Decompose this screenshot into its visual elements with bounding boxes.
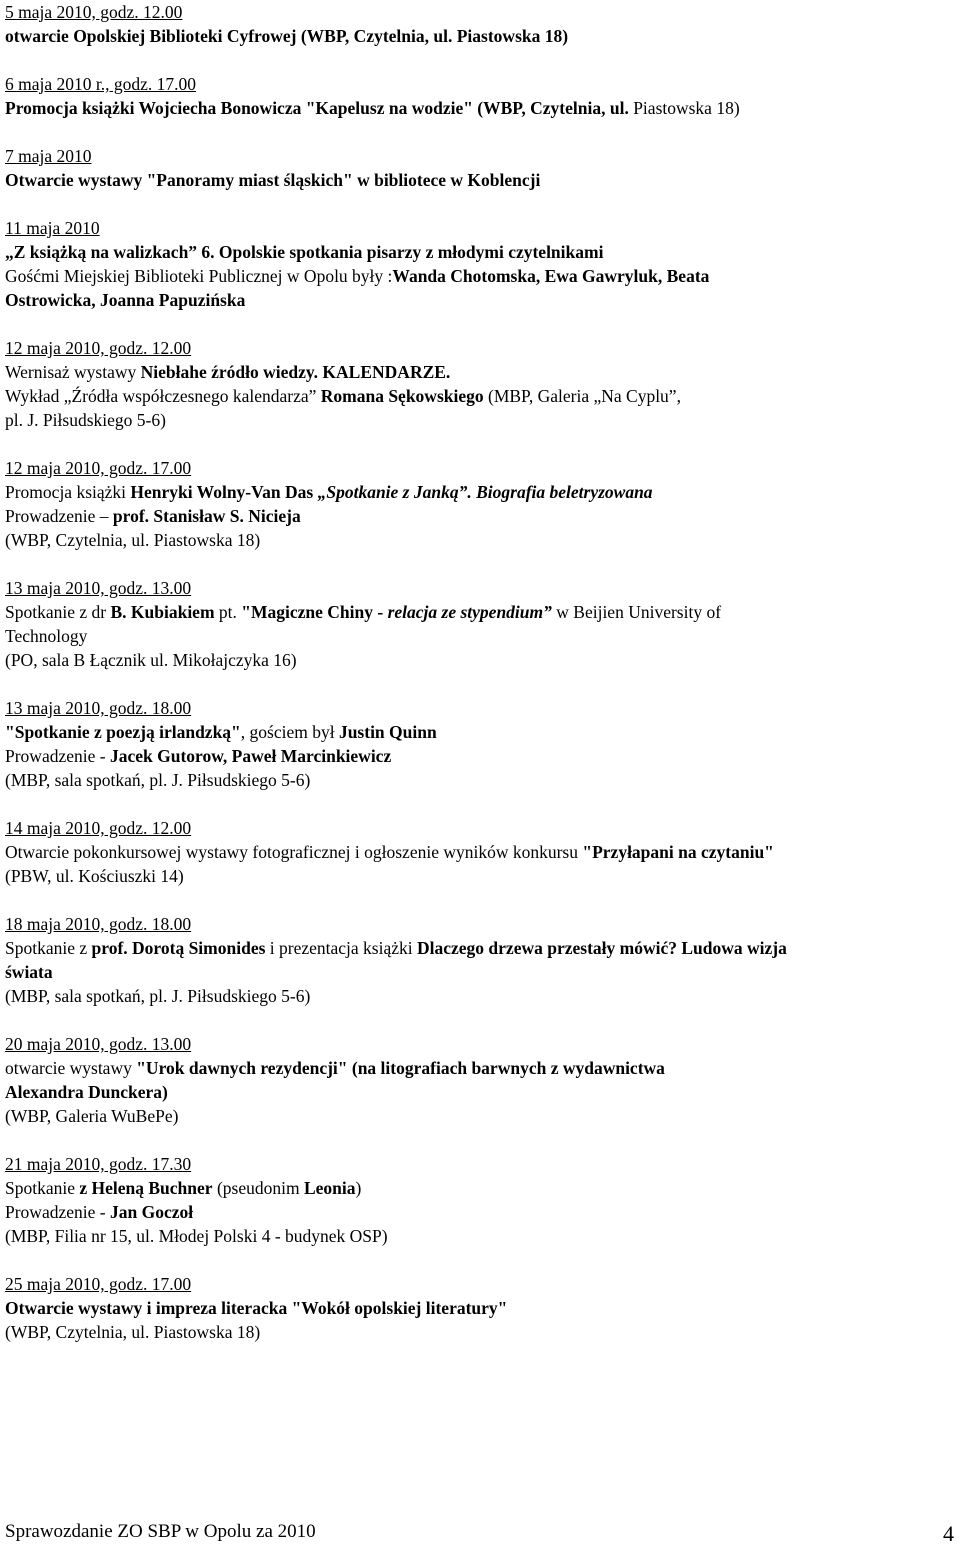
text-run: Prowadzenie - bbox=[5, 746, 110, 766]
text-run: Ostrowicka, Joanna Papuzińska bbox=[5, 290, 246, 310]
text-run: otwarcie Opolskiej Biblioteki Cyfrowej (WBP, Czytelnia, ul. Piastowska 18) bbox=[5, 26, 569, 46]
text-run: Promocja książki Wojciecha Bonowicza "Kapelusz na wodzie" (WBP, Czytelnia, ul. bbox=[5, 98, 634, 118]
event-date: 5 maja 2010, godz. 12.00 bbox=[5, 2, 183, 22]
text-run: (WBP, Galeria WuBePe) bbox=[5, 1106, 179, 1126]
event-description-line bbox=[5, 168, 957, 192]
text-run: ) bbox=[355, 1178, 362, 1198]
event-entry bbox=[5, 576, 957, 672]
event-date: 12 maja 2010, godz. 17.00 bbox=[5, 458, 192, 478]
event-date: 20 maja 2010, godz. 13.00 bbox=[5, 1034, 192, 1054]
text-run: (PO, sala B Łącznik ul. Mikołajczyka 16) bbox=[5, 650, 297, 670]
text-run: (WBP, Czytelnia, ul. Piastowska 18) bbox=[5, 1322, 261, 1342]
text-run: (MBP, Galeria „Na Cyplu”, bbox=[483, 386, 681, 406]
event-description-line bbox=[5, 864, 957, 888]
text-run: otwarcie wystawy bbox=[5, 1058, 137, 1078]
event-description-line bbox=[5, 288, 957, 312]
event-description-line bbox=[5, 360, 957, 384]
text-run: "Przyłapani na czytaniu" bbox=[582, 842, 774, 862]
text-run: "Urok dawnych rezydencji" (na litografiach barwnych z wydawnictwa bbox=[136, 1058, 665, 1078]
event-description-line bbox=[5, 936, 957, 960]
text-run: (WBP, Czytelnia, ul. Piastowska 18) bbox=[5, 530, 261, 550]
text-run: (MBP, sala spotkań, pl. J. Piłsudskiego 5-6) bbox=[5, 770, 311, 790]
text-run: (pseudonim bbox=[212, 1178, 304, 1198]
text-run: Henryki Wolny-Van Das bbox=[130, 482, 318, 502]
text-run: "Spotkanie z poezją irlandzką" bbox=[5, 722, 241, 742]
text-run: „Z książką na walizkach” 6. Opolskie spotkania pisarzy z młodymi czytelnikami bbox=[5, 242, 604, 262]
text-run: Piastowska 18) bbox=[633, 98, 740, 118]
text-run: Wernisaż wystawy bbox=[5, 362, 141, 382]
text-run: Technology bbox=[5, 626, 88, 646]
text-run: B. Kubiakiem bbox=[110, 602, 215, 622]
event-description-line bbox=[5, 960, 957, 984]
event-description-line bbox=[5, 768, 957, 792]
event-description-line bbox=[5, 24, 957, 48]
event-entry bbox=[5, 816, 957, 888]
event-entry bbox=[5, 1032, 957, 1128]
event-entry bbox=[5, 456, 957, 552]
event-entry bbox=[5, 336, 957, 432]
event-description-line bbox=[5, 264, 957, 288]
event-description-line bbox=[5, 1224, 957, 1248]
event-entry bbox=[5, 1152, 957, 1248]
event-description-line bbox=[5, 1056, 957, 1080]
event-description-line bbox=[5, 1200, 957, 1224]
text-run: Dlaczego drzewa przestały mówić? Ludowa wizja bbox=[417, 938, 787, 958]
text-run: pl. J. Piłsudskiego 5-6) bbox=[5, 410, 166, 430]
event-description-line bbox=[5, 96, 957, 120]
event-description-line bbox=[5, 648, 957, 672]
text-run: Jan Goczoł bbox=[109, 1202, 194, 1222]
text-run: w Beijien University of bbox=[551, 602, 722, 622]
event-entry bbox=[5, 1272, 957, 1344]
event-description-line bbox=[5, 624, 957, 648]
event-description-line bbox=[5, 384, 957, 408]
event-date: 14 maja 2010, godz. 12.00 bbox=[5, 818, 192, 838]
event-entry bbox=[5, 912, 957, 1008]
text-run: Prowadzenie – bbox=[5, 506, 113, 526]
text-run: , gościem był bbox=[240, 722, 339, 742]
event-description-line bbox=[5, 1176, 957, 1200]
event-description-line bbox=[5, 744, 957, 768]
event-date: 6 maja 2010 r., godz. 17.00 bbox=[5, 74, 197, 94]
event-entry bbox=[5, 0, 957, 48]
text-run: (PBW, ul. Kościuszki 14) bbox=[5, 866, 184, 886]
text-run: relacja ze stypendium” bbox=[387, 602, 552, 622]
event-description-line bbox=[5, 408, 957, 432]
text-run: (MBP, sala spotkań, pl. J. Piłsudskiego 5-6) bbox=[5, 986, 311, 1006]
text-run: Justin Quinn bbox=[338, 722, 437, 742]
page-footer bbox=[5, 1520, 954, 1550]
event-description-line bbox=[5, 1296, 957, 1320]
footer-title: Sprawozdanie ZO SBP w Opolu za 2010 bbox=[5, 1521, 316, 1542]
event-date: 25 maja 2010, godz. 17.00 bbox=[5, 1274, 192, 1294]
text-run: (MBP, Filia nr 15, ul. Młodej Polski 4 - budynek OSP) bbox=[5, 1226, 388, 1246]
event-description-line bbox=[5, 480, 957, 504]
text-run: Otwarcie wystawy i impreza literacka "Wokół opolskiej literatury" bbox=[5, 1298, 508, 1318]
event-date: 11 maja 2010 bbox=[5, 218, 100, 238]
text-run: Niebłahe źródło wiedzy. KALENDARZE. bbox=[140, 362, 451, 382]
text-run: prof. Stanisław S. Nicieja bbox=[112, 506, 301, 526]
event-date: 21 maja 2010, godz. 17.30 bbox=[5, 1154, 192, 1174]
text-run: pt. bbox=[214, 602, 242, 622]
event-date: 18 maja 2010, godz. 18.00 bbox=[5, 914, 192, 934]
event-entry bbox=[5, 144, 957, 192]
event-date: 13 maja 2010, godz. 13.00 bbox=[5, 578, 192, 598]
event-description-line bbox=[5, 528, 957, 552]
page-number: 4 bbox=[943, 1521, 954, 1546]
text-run: "Magiczne Chiny - bbox=[241, 602, 388, 622]
text-run: Leonia bbox=[303, 1178, 356, 1198]
event-description-line bbox=[5, 600, 957, 624]
event-entry bbox=[5, 72, 957, 120]
event-description-line bbox=[5, 1104, 957, 1128]
text-run: Spotkanie z bbox=[5, 938, 92, 958]
event-description-line bbox=[5, 240, 957, 264]
document-body bbox=[5, 0, 957, 1368]
text-run: Otwarcie wystawy "Panoramy miast śląskich" w bibliotece w Koblencji bbox=[5, 170, 541, 190]
text-run: Jacek Gutorow, Paweł Marcinkiewicz bbox=[109, 746, 392, 766]
text-run: Wykład „Źródła współczesnego kalendarza” bbox=[5, 386, 321, 406]
event-entry bbox=[5, 696, 957, 792]
text-run: Wanda Chotomska, Ewa Gawryluk, Beata bbox=[392, 266, 710, 286]
text-run: Spotkanie z dr bbox=[5, 602, 111, 622]
text-run: Romana Sękowskiego bbox=[320, 386, 484, 406]
event-date: 7 maja 2010 bbox=[5, 146, 92, 166]
event-description-line bbox=[5, 1320, 957, 1344]
text-run: Alexandra Dunckera) bbox=[5, 1082, 168, 1102]
event-entry bbox=[5, 216, 957, 312]
text-run: Promocja książki bbox=[5, 482, 131, 502]
text-run: Spotkanie bbox=[5, 1178, 80, 1198]
text-run: „Spotkanie z Janką”. Biografia beletryzowana bbox=[317, 482, 653, 502]
text-run: prof. Dorotą Simonides bbox=[91, 938, 266, 958]
event-description-line bbox=[5, 840, 957, 864]
event-description-line bbox=[5, 504, 957, 528]
event-date: 13 maja 2010, godz. 18.00 bbox=[5, 698, 192, 718]
text-run: Gośćmi Miejskiej Biblioteki Publicznej w Opolu były : bbox=[5, 266, 393, 286]
text-run: Prowadzenie - bbox=[5, 1202, 110, 1222]
text-run: Otwarcie pokonkursowej wystawy fotograficznej i ogłoszenie wyników konkursu bbox=[5, 842, 583, 862]
text-run: i prezentacja książki bbox=[265, 938, 417, 958]
text-run: świata bbox=[5, 962, 53, 982]
event-description-line bbox=[5, 984, 957, 1008]
text-run: z Heleną Buchner bbox=[79, 1178, 213, 1198]
event-date: 12 maja 2010, godz. 12.00 bbox=[5, 338, 192, 358]
event-description-line bbox=[5, 720, 957, 744]
event-description-line bbox=[5, 1080, 957, 1104]
